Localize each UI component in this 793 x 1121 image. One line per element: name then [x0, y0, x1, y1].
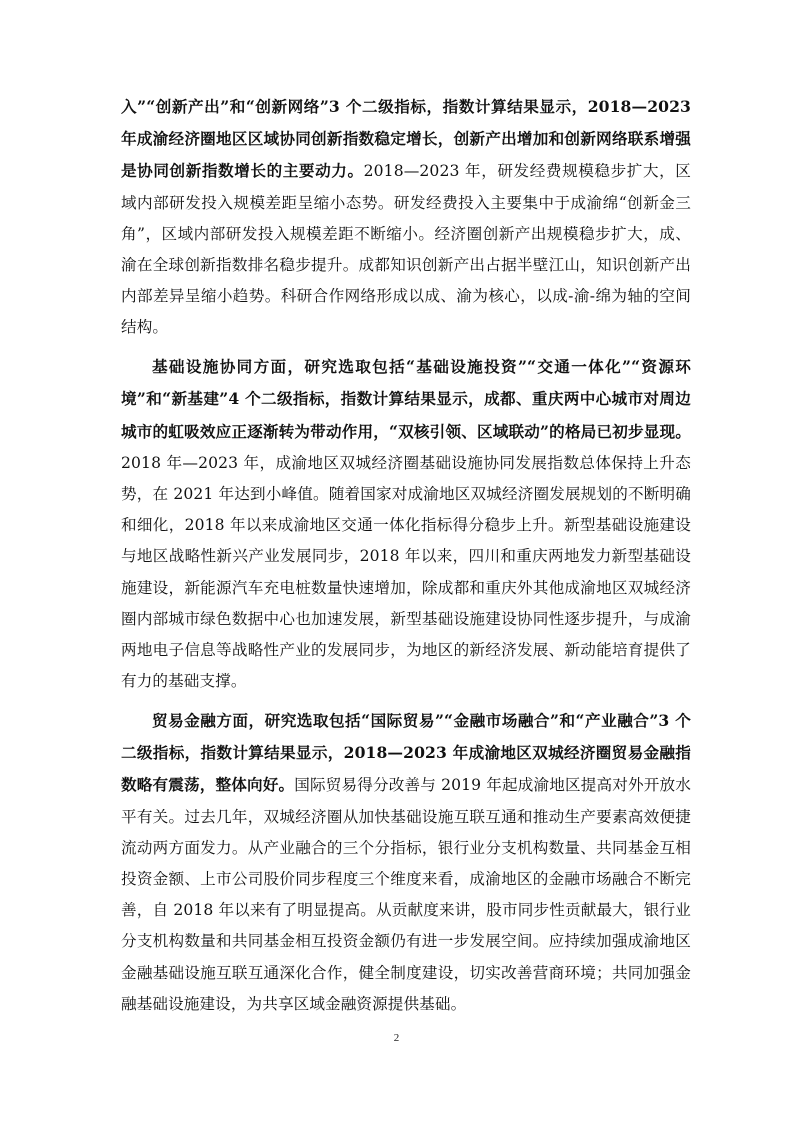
- infrastructure-summary: 基础设施协同方面，研究选取包括“基础设施投资”“交通一体化”“资源环境”和“新基建”4 个二级指标，指数计算结果显示，成都、重庆两中心城市对周边城市的虹吸效应正逐渐转为带动作用，“双核引领、区域联动”的格局已初步显现。: [121, 357, 691, 441]
- trade-finance-summary: 贸易金融方面，研究选取包括“国际贸易”“金融市场融合”和“产业融合”3 个二级指标，指数计算结果显示，2018—2023 年成渝地区双城经济圈贸易金融指数略有震荡，整体向好。: [121, 711, 691, 795]
- infrastructure-detail: 2018 年—2023 年，成渝地区双城经济圈基础设施协同发展指数总体保持上升态势，在 2021 年达到小峰值。随着国家对成渝地区双城经济圈发展规划的不断明确和细化，2018 年以来成渝地区交通一体化指标得分稳步上升。新型基础设施建设与地区战略性新兴产业发展同步，2018 年以来，四川和重庆两地发力新型基础设施建设，新能源汽车充电桩数量快速增加，除成都和重庆外其他成渝地区双城经济圈内部城市绿色数据中心也加速发展，新型基础设施建设协同性逐步提升，与成渝两地电子信息等战略性产业的发展同步，为地区的新经济发展、新动能培育提供了有力的基础支撑。: [121, 453, 691, 691]
- page-number: 2: [393, 1032, 400, 1044]
- innovation-detail: 2018—2023 年，研发经费规模稳步扩大，区域内部研发投入规模差距呈缩小态势。研发经费投入主要集中于成渝绵“创新金三角”，区域内部研发投入规模差距不断缩小。经济圈创新产出规模稳步扩大，成、渝在全球创新指数排名稳步提升。成都知识创新产出占据半壁江山，知识创新产出内部差异呈缩小趋势。科研合作网络形成以成、渝为核心，以成-渝-绵为轴的空间结构。: [121, 162, 691, 337]
- paragraph-innovation: [121, 91, 691, 344]
- trade-finance-detail: 国际贸易得分改善与 2019 年起成渝地区提高对外开放水平有关。过去几年，双城经济圈从加快基础设施互联互通和推动生产要素高效便捷流动两方面发力。从产业融合的三个分指标，银行业分支机构数量、共同基金互相投资金额、上市公司股价同步程度三个维度来看，成渝地区的金融市场融合不断完善，自 2018 年以来有了明显提高。从贡献度来讲，股市同步性贡献最大，银行业分支机构数量和共同基金相互投资金额仍有进一步发展空间。应持续加强成渝地区金融基础设施互联互通深化合作，健全制度建设，切实改善营商环境；共同加强金融基础设施建设，为共享区域金融资源提供基础。: [121, 776, 691, 1013]
- innovation-summary: 入”“创新产出”和“创新网络”3 个二级指标，指数计算结果显示，2018—2023 年成渝经济圈地区区域协同创新指数稳定增长，创新产出增加和创新网络联系增强是协同创新指数增长的主要动力。: [121, 97, 691, 181]
- paragraph-infrastructure: [121, 351, 691, 697]
- paragraph-trade-finance: [121, 705, 691, 1020]
- body-text: [121, 91, 691, 1020]
